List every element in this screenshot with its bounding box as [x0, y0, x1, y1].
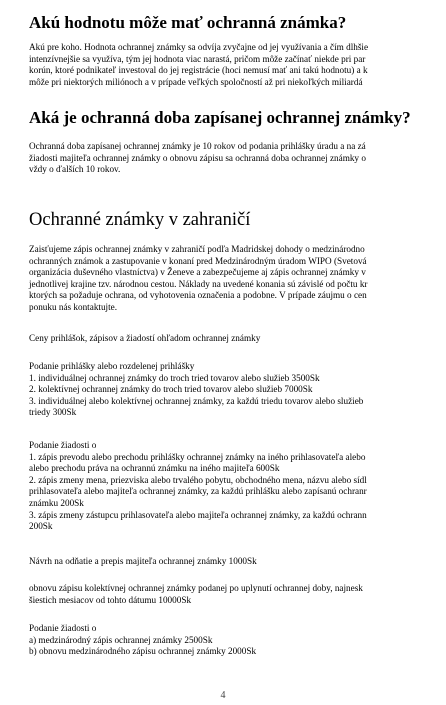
text-line: intenzívnejšie sa využíva, tým jej hodnota viac narastá, pričom môže začínať niekde pri par: [29, 53, 366, 64]
text-line: 200Sk: [29, 521, 53, 532]
price-block-requests: [29, 440, 367, 533]
price-block-international: [29, 623, 256, 658]
text-line: obnovu zápisu kolektívnej ochrannej známky podanej po uplynutí ochrannej doby, najnesk: [29, 583, 363, 593]
text-line: a) medzinárodný zápis ochrannej známky 2500Sk: [29, 634, 213, 645]
text-line: alebo prechodu práva na ochrannú známku na iného majiteľa 600Sk: [29, 463, 280, 474]
page-number: 4: [220, 690, 226, 701]
text-line: môže pri niektorých miliónoch a v prípade veľkých spoločností až pri niekoľkých miliardá: [29, 76, 363, 87]
text-line: Ochranná doba zapísanej ochrannej známky je 10 rokov od podania prihlášky úradu a na zá: [29, 141, 366, 151]
text-line: 1. individuálnej ochrannej známky do troch tried tovarov alebo služieb 3500Sk: [29, 372, 320, 383]
paragraph-value: [29, 42, 368, 88]
text-line: 2. kolektívnej ochrannej známky do troch tried tovarov alebo služieb 7000Sk: [29, 384, 313, 395]
text-line: 3. zápis zmeny zástupcu prihlasovateľa alebo majiteľa ochrannej známky, za každú ochrann: [29, 509, 367, 520]
paragraph-protection-period: [29, 141, 366, 176]
price-block-revocation: Návrh na odňatie a prepis majiteľa ochrannej známky 1000Sk: [29, 556, 257, 566]
heading-protection-period: Aká je ochranná doba zapísanej ochrannej známky?: [29, 108, 411, 127]
text-line: ponuku nás kontaktujte.: [29, 301, 118, 312]
price-block-renewal: [29, 583, 363, 606]
text-line: b) obnovu medzinárodného zápisu ochrannej známky 2000Sk: [29, 646, 257, 657]
text-line: ktorých sa požaduje ochrana, od vyhotovenia označenia a podobne. V prípade záujmu o cen: [29, 290, 367, 301]
text-line: 1. zápis prevodu alebo prechodu prihlášky ochrannej známky na iného prihlasovateľa alebo: [29, 451, 366, 462]
text-line: Podanie žiadosti o: [29, 623, 97, 633]
text-line: organizácia duševného vlastníctva) v Ženeve a zabezpečujeme aj zápis ochrannej známky v: [29, 267, 366, 278]
text-line: jednotlivej krajine tzv. národnou cestou. Náklady na uvedené konania sú závislé od počtu kr: [29, 278, 368, 289]
price-block-application: [29, 361, 363, 419]
paragraph-abroad-intro: [29, 244, 367, 314]
text-line: žiadosti majiteľa ochrannej známky o obnovu zápisu sa ochranná doba ochrannej známky o: [29, 152, 366, 163]
text-line: prihlasovateľa alebo majiteľa ochrannej známky, za každú prihlášku alebo zapísanú ochranr: [29, 486, 367, 497]
text-line: ochranných známok a zastupovanie v konaní pred Medzinárodným úradom WIPO (Svetová: [29, 255, 367, 266]
text-line: Podanie žiadosti o: [29, 440, 97, 450]
text-line: triedy 300Sk: [29, 407, 77, 418]
text-line: šiestich mesiacov od tohto dátumu 10000Sk: [29, 594, 192, 605]
text-line: Akú pre koho. Hodnota ochrannej známky sa odvíja zvyčajne od jej využívania a čím dlhšie: [29, 42, 369, 52]
heading-value: Akú hodnotu môže mať ochranná známka?: [29, 13, 347, 32]
text-line: korún, ktoré podnikateľ investoval do jej registrácie (hoci nemusí mať ani takú hodnotu) a k: [29, 65, 368, 76]
text-line: známku 200Sk: [29, 497, 84, 508]
text-line: Podanie prihlášky alebo rozdelenej prihlášky: [29, 361, 195, 371]
text-line: 2. zápis zmeny mena, priezviska alebo trvalého pobytu, obchodného mena, názvu alebo sídl: [29, 474, 367, 485]
price-list-title: Ceny prihlášok, zápisov a žiadostí ohľadom ochrannej známky: [29, 333, 261, 343]
heading-abroad: Ochranné známky v zahraničí: [29, 210, 251, 230]
text-line: vždy o ďalších 10 rokov.: [29, 164, 121, 175]
text-line: Zaisťujeme zápis ochrannej známky v zahraničí podľa Madridskej dohody o medzinárodno: [29, 244, 365, 254]
text-line: 3. individuálnej alebo kolektívnej ochrannej známky, za každú triedu tovarov alebo služieb: [29, 395, 364, 406]
